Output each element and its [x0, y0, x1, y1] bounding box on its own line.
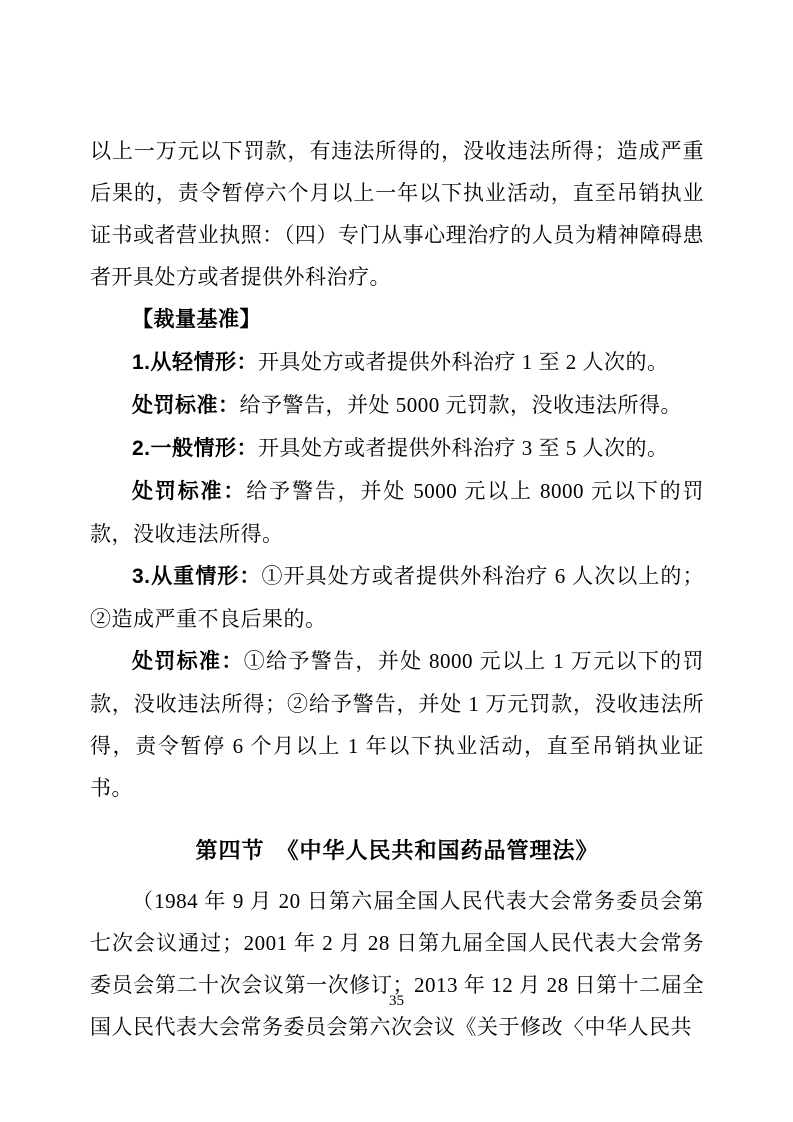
paragraph-lenient-circumstance	[90, 341, 704, 384]
paragraph-severe-circumstance	[90, 555, 704, 640]
paragraph-benchmark-title	[90, 298, 704, 341]
paragraph-text: 开具处方或者提供外科治疗 3 至 5 人次的。	[258, 436, 669, 460]
paragraph-text: 开具处方或者提供外科治疗 1 至 2 人次的。	[258, 350, 669, 374]
paragraph-general-circumstance	[90, 427, 704, 470]
paragraph-text: 以上一万元以下罚款，有违法所得的，没收违法所得；造成严重后果的，责令暂停六个月以上一年以下执业活动，直至吊销执业证书或者营业执照：（四）专门从事心理治疗的人员为精神障碍患者开具处方或者提供外科治疗。	[90, 139, 704, 289]
severe-circumstance-label: 3.从重情形：	[132, 565, 262, 588]
paragraph-text: （1984 年 9 月 20 日第六届全国人民代表大会常务委员会第七次会议通过；2001 年 2 月 28 日第九届全国人民代表大会常务委员会第二十次会议第一次修订；2013 年 12 月 28 日第十二届全国人民代表大会常务委员会第六次会议《关于修改〈中华人民共	[90, 889, 704, 1039]
penalty-standard-label: 处罚标准：	[132, 394, 240, 417]
paragraph-text: ①开具处方或者提供外科治疗 6 人次以上的；②造成严重不良后果的。	[90, 564, 705, 631]
penalty-standard-label: 处罚标准：	[132, 480, 247, 503]
general-circumstance-label: 2.一般情形：	[132, 437, 259, 460]
paragraph-law-history	[90, 880, 704, 1048]
page-number: 35	[389, 993, 404, 1009]
paragraph-text: 给予警告，并处 5000 元罚款，没收违法所得。	[239, 393, 682, 417]
paragraph-continuation	[90, 130, 704, 298]
paragraph-text: 给予警告，并处 5000 元以上 8000 元以下的罚款，没收违法所得。	[90, 479, 705, 546]
penalty-standard-label: 处罚标准：	[132, 650, 244, 673]
paragraph-text: ①给予警告，并处 8000 元以上 1 万元以下的罚款，没收违法所得；②给予警告，并处 1 万元罚款，没收违法所得，责令暂停 6 个月以上 1 年以下执业活动，直至吊销执业证书。	[90, 649, 705, 800]
section-heading: 第四节 《中华人民共和国药品管理法》	[195, 838, 599, 863]
paragraph-penalty-standard-1	[90, 384, 704, 427]
page-content	[90, 130, 704, 1048]
lenient-circumstance-label: 1.从轻情形：	[132, 351, 259, 374]
paragraph-penalty-standard-2	[90, 470, 704, 555]
paragraph-penalty-standard-3	[90, 640, 704, 809]
benchmark-title-label: 【裁量基准】	[132, 308, 261, 331]
